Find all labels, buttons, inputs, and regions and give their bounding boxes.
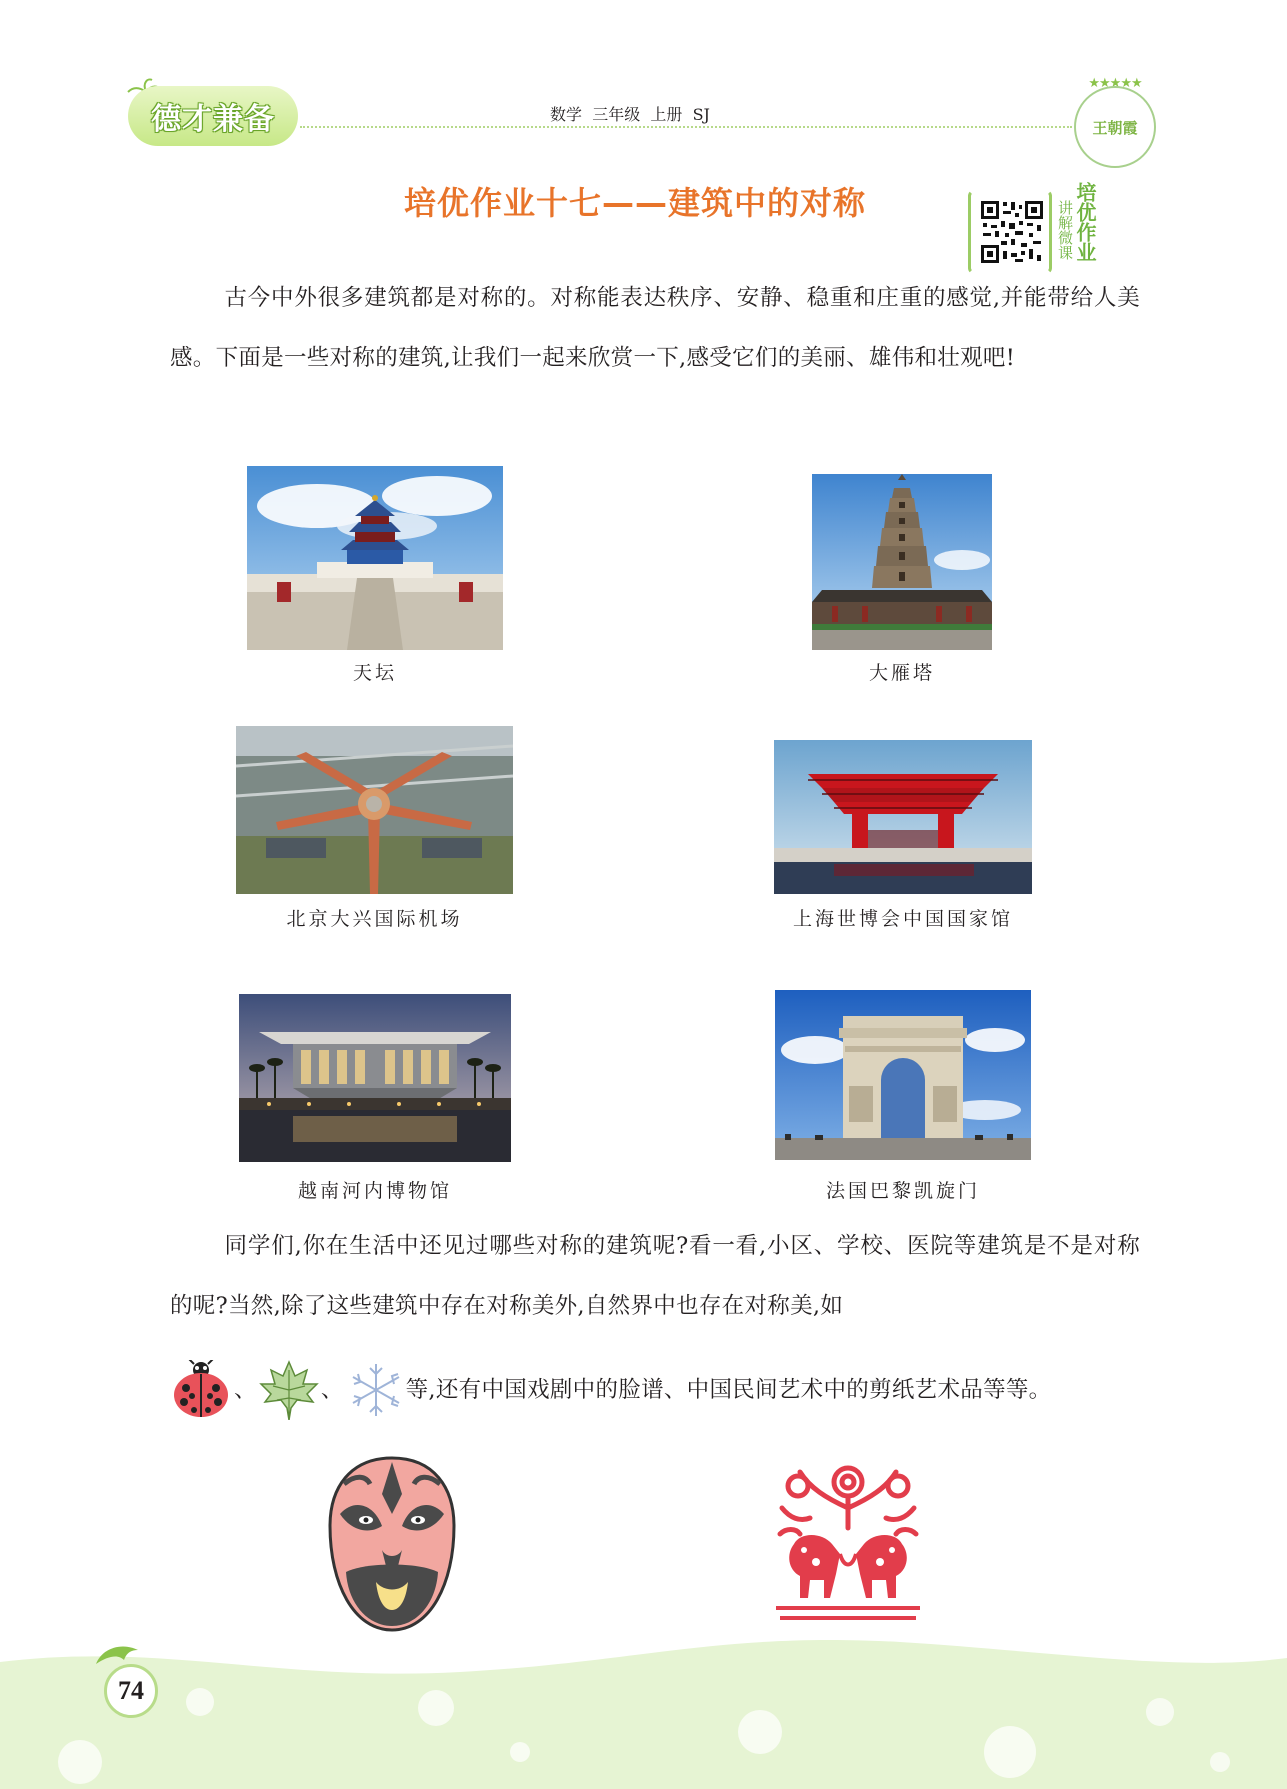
intro-text: 古今中外很多建筑都是对称的。对称能表达秩序、安静、稳重和庄重的感觉,并能带给人美感。下面是一些对称的建筑,让我们一起来欣赏一下,感受它们的美丽、雄伟和壮观吧! [170, 285, 1140, 371]
giant-wild-goose-pagoda-photo [812, 474, 992, 650]
qr-label-main: 培优作业 [1073, 182, 1097, 262]
qr-code-icon [979, 199, 1045, 265]
daxing-airport-photo [236, 726, 513, 894]
book-info: 数学 三年级 上册 SJ [550, 105, 710, 124]
temple-of-heaven-photo [247, 466, 503, 650]
maple-leaf-icon [259, 1360, 319, 1420]
qr-code[interactable] [968, 190, 1052, 274]
closing-paragraph [170, 1216, 1140, 1336]
page-title: 培优作业十七——建筑中的对称 [403, 184, 866, 222]
page-number: 74 [104, 1664, 158, 1718]
hanoi-museum-photo [239, 994, 511, 1162]
series-badge [128, 86, 298, 146]
caption-daxing-airport: 北京大兴国际机场 [286, 908, 463, 930]
separator: 、 [320, 1377, 344, 1403]
header-divider [300, 126, 1072, 128]
author-seal-text: 王朝霞 [1092, 118, 1138, 137]
caption-china-pavilion: 上海世博会中国国家馆 [792, 908, 1013, 930]
separator: 、 [234, 1377, 257, 1403]
intro-paragraph [170, 268, 1140, 388]
nature-examples-line [170, 1360, 1140, 1420]
footer-wave [0, 1612, 1287, 1789]
china-pavilion-photo [774, 740, 1032, 894]
opera-mask-image [326, 1454, 458, 1634]
ladybug-icon [170, 1360, 232, 1420]
snowflake-icon [346, 1360, 406, 1420]
caption-arc-de-triomphe: 法国巴黎凯旋门 [825, 1180, 980, 1202]
series-name: 德才兼备 [151, 102, 275, 137]
caption-temple-of-heaven: 天坛 [352, 662, 397, 684]
author-seal [1074, 86, 1156, 168]
arc-de-triomphe-photo [775, 990, 1031, 1160]
qr-label-sub: 讲解微课 [1056, 200, 1074, 260]
paper-cut-image [770, 1458, 926, 1628]
caption-hanoi-museum: 越南河内博物馆 [297, 1180, 452, 1202]
closing-text-end: 等,还有中国戏剧中的脸谱、中国民间艺术中的剪纸艺术品等等。 [405, 1377, 1052, 1403]
caption-giant-wild-goose-pagoda: 大雁塔 [868, 662, 935, 684]
closing-text: 同学们,你在生活中还见过哪些对称的建筑呢?看一看,小区、学校、医院等建筑是不是对称的呢?当然,除了这些建筑中存在对称美外,自然界中也存在对称美,如 [170, 1233, 1140, 1319]
stars-icon: ★★★★★ [1088, 76, 1142, 91]
